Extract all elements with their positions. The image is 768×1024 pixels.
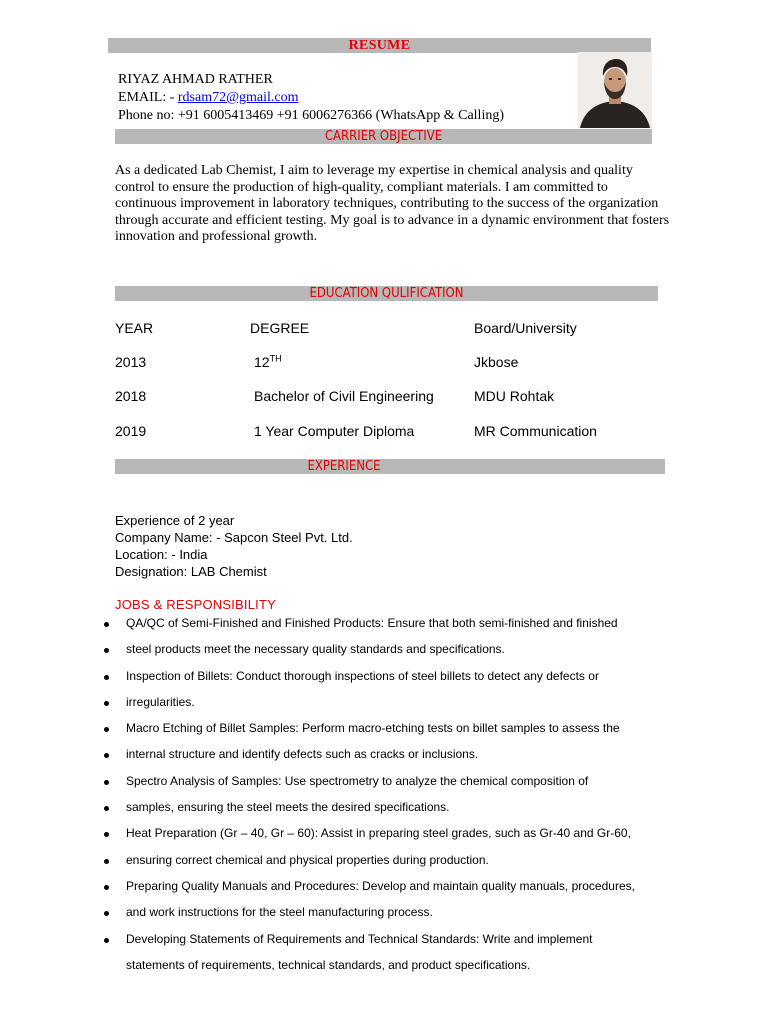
jobs-list-item [104,799,664,825]
jobs-list-item-text: Inspection of Billets: Conduct thorough inspections of steel billets to detect any defects or [126,668,599,683]
jobs-list [104,615,664,983]
experience-designation: Designation: LAB Chemist [115,564,267,579]
jobs-list-item-text: Developing Statements of Requirements and Technical Standards: Write and implement [126,931,593,946]
bullet-icon [104,780,109,785]
jobs-list-item-text: Preparing Quality Manuals and Procedures: Develop and maintain quality manuals, procedures, [126,878,635,893]
experience-location: Location: - India [115,547,208,562]
experience-company: Company Name: - Sapcon Steel Pvt. Ltd. [115,530,353,545]
edu-row-board: MR Communication [474,423,597,439]
jobs-list-item [104,746,664,772]
bullet-icon [104,727,109,732]
jobs-list-item [104,931,664,957]
jobs-list-item-text: Heat Preparation (Gr – 40, Gr – 60): Assist in preparing steel grades, such as Gr-40 and Gr-60, [126,826,631,841]
edu-header-board: Board/University [474,320,577,336]
jobs-list-item-text: steel products meet the necessary quality standards and specifications. [126,642,505,657]
jobs-list-item-text: Macro Etching of Billet Samples: Perform macro-etching tests on billet samples to assess the [126,721,620,736]
objective-title: CARRIER OBJECTIVE [324,129,443,144]
edu-row-year: 2018 [115,388,147,404]
jobs-list-item [104,878,664,904]
jobs-list-item [104,904,664,930]
edu-row-board: Jkbose [474,354,519,370]
bullet-icon [104,859,109,864]
email-line [118,89,298,106]
edu-degree-text: 12 [254,354,270,370]
jobs-list-item [104,957,664,983]
jobs-list-item-text: statements of requirements, technical standards, and product specifications. [126,957,531,972]
edu-header-year: YEAR [115,320,154,336]
bullet-icon [104,885,109,890]
edu-row-degree: 1 Year Computer Diploma [254,423,415,439]
bullet-icon [104,675,109,680]
jobs-list-item [104,825,664,851]
experience-title: EXPERIENCE [307,459,381,474]
objective-section-bar [115,129,652,144]
edu-row-degree [254,354,282,371]
jobs-list-item-text: Spectro Analysis of Samples: Use spectrometry to analyze the chemical composition of [126,773,589,788]
bullet-icon [104,938,109,943]
bullet-icon [104,648,109,653]
bullet-icon [104,911,109,916]
education-title: EDUCATION QULIFICATION [309,286,464,301]
jobs-list-item-text: irregularities. [126,694,195,709]
profile-photo [578,52,652,128]
jobs-list-item [104,641,664,667]
jobs-list-item [104,720,664,746]
jobs-list-item-text: ensuring correct chemical and physical properties during production. [126,852,489,867]
jobs-list-item [104,694,664,720]
edu-row-year: 2019 [115,423,147,439]
objective-text: As a dedicated Lab Chemist, I aim to leverage my expertise in chemical analysis and quality control to ensure the production of high-quality, compliant materials. I am committed to continuous improvement in laboratory techniques, contributing to the success of the organization through accurate and efficient testing. My goal is to advance in a dynamic environment that fosters innovation and professional growth. [115,163,670,245]
jobs-list-item-text: samples, ensuring the steel meets the desired specifications. [126,800,450,815]
email-label: EMAIL: - [118,90,175,105]
phone-line: Phone no: +91 6005413469 +91 6006276366 (WhatsApp & Calling) [118,108,504,123]
email-link[interactable]: rdsam72@gmail.com [177,90,299,105]
jobs-list-item [104,668,664,694]
edu-row-board: MDU Rohtak [474,388,555,404]
education-section-bar [115,286,658,301]
bullet-icon [104,622,109,627]
jobs-list-item-text: internal structure and identify defects such as cracks or inclusions. [126,747,479,762]
jobs-list-item [104,615,664,641]
candidate-name: RIYAZ AHMAD RATHER [118,72,273,87]
bullet-icon [104,701,109,706]
bullet-icon [104,806,109,811]
edu-row-degree: Bachelor of Civil Engineering [254,388,434,404]
resume-title-bar [108,38,651,53]
bullet-icon [104,832,109,837]
experience-section-bar [115,459,665,474]
edu-degree-sup: TH [269,353,282,364]
experience-duration: Experience of 2 year [115,513,235,528]
jobs-list-item-text: and work instructions for the steel manufacturing process. [126,905,433,920]
edu-row-year: 2013 [115,354,147,370]
jobs-list-item [104,852,664,878]
jobs-list-item [104,773,664,799]
resume-title: RESUME [348,38,411,53]
bullet-icon [104,753,109,758]
jobs-title: JOBS & RESPONSIBILITY [115,597,276,612]
edu-header-degree: DEGREE [250,320,310,336]
jobs-list-item-text: QA/QC of Semi-Finished and Finished Products: Ensure that both semi-finished and finished [126,616,618,630]
